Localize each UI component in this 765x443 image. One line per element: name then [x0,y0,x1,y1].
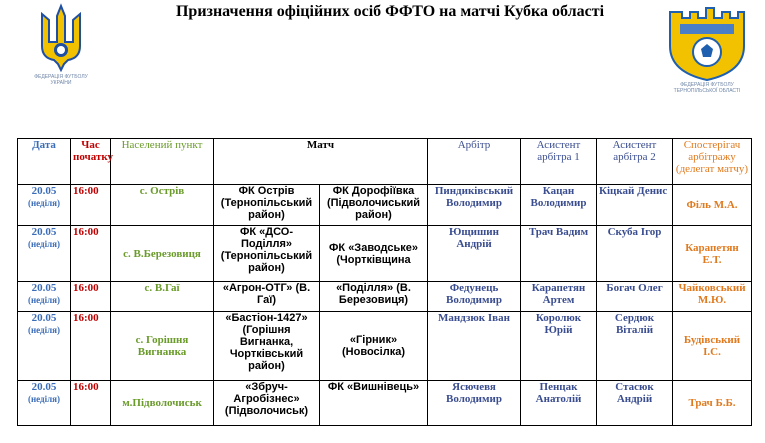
place-cell: с. Горішня Вигнанка [111,312,214,381]
place-cell: с. Острів [111,185,214,226]
referee-cell: Федунець Володимир [428,282,521,312]
header-match: Матч [214,139,428,185]
away-team-cell: «Поділля» (В. Березовиця) [320,282,428,312]
away-team-cell: ФК Дорофіївка (Підволочиський район) [320,185,428,226]
header-date: Дата [18,139,71,185]
time-cell: 16:00 [71,381,111,426]
time-cell: 16:00 [71,282,111,312]
assistant2-cell: Скуба Ігор [597,226,673,282]
day-text: (неділя) [27,198,61,208]
assistant1-cell: Карапетян Артем [521,282,597,312]
right-logo-caption: ФЕДЕРАЦІЯ ФУТБОЛУ ТЕРНОПІЛЬСЬКОЇ ОБЛАСТІ [673,82,741,94]
home-team-cell: «Бастіон-1427» (Горішня Вигнанка, Чортківський район) [214,312,320,381]
time-cell: 16:00 [71,312,111,381]
assistant2-cell: Сердюк Віталій [597,312,673,381]
away-team-cell: ФК «Заводське» (Чортківщина [320,226,428,282]
home-team-cell: ФК «ДСО-Поділля» (Тернопільський район) [214,226,320,282]
assistant2-cell: Кіцкай Денис [597,185,673,226]
assistant2-cell: Стасюк Андрій [597,381,673,426]
observer-cell: Чайковський М.Ю. [673,282,752,312]
castle-icon [664,2,750,82]
place-cell: с. В.Гаї [111,282,214,312]
header-referee: Арбітр [428,139,521,185]
referee-cell: Ющишин Андрій [428,226,521,282]
away-team-cell: ФК «Вишнівець» [320,381,428,426]
date-cell [18,282,71,312]
schedule-table [17,138,752,426]
observer-cell: Будівський І.С. [673,312,752,381]
date-text: 20.05 [31,381,57,393]
referee-cell: Пиндиківський Володимир [428,185,521,226]
assistant1-cell: Пенцак Анатолій [521,381,597,426]
time-cell: 16:00 [71,185,111,226]
date-text: 20.05 [31,282,57,294]
day-text: (неділя) [27,325,61,335]
time-cell: 16:00 [71,226,111,282]
header-assistant1: Асистент арбітра 1 [521,139,597,185]
assistant1-cell: Трач Вадим [521,226,597,282]
date-cell [18,185,71,226]
table-header-row [18,139,752,185]
home-team-cell: ФК Острів (Тернопільський район) [214,185,320,226]
table-row [18,282,752,312]
table-row [18,185,752,226]
table-row [18,312,752,381]
date-cell [18,226,71,282]
observer-cell: Філь М.А. [673,185,752,226]
observer-cell: Карапетян Е.Т. [673,226,752,282]
assistant1-cell: Королюк Юрій [521,312,597,381]
place-cell: м.Підволочиськ [111,381,214,426]
header-place: Населений пункт [111,139,214,185]
date-text: 20.05 [31,226,57,238]
left-logo-caption: ФЕДЕРАЦІЯ ФУТБОЛУ УКРАЇНИ [34,74,88,86]
day-text: (неділя) [27,295,61,305]
home-team-cell: «Збруч-Агробізнес» (Підволочиськ) [214,381,320,426]
header-time: Час початку [71,139,111,185]
assistant2-cell: Богач Олег [597,282,673,312]
date-cell [18,381,71,426]
table-row [18,226,752,282]
referee-cell: Мандзюк Іван [428,312,521,381]
referee-cell: Ясючевя Володимир [428,381,521,426]
ffu-trident-logo [28,2,94,92]
ternopil-football-federation-logo [664,2,750,98]
table-row [18,381,752,426]
day-text: (неділя) [27,239,61,249]
observer-cell: Трач Б.Б. [673,381,752,426]
home-team-cell: «Агрон-ОТГ» (В. Гаї) [214,282,320,312]
header-assistant2: Асистент арбітра 2 [597,139,673,185]
date-text: 20.05 [31,185,57,197]
place-cell: с. В.Березовиця [111,226,214,282]
date-text: 20.05 [31,312,57,324]
date-cell [18,312,71,381]
day-text: (неділя) [27,394,61,404]
assistant1-cell: Кацан Володимир [521,185,597,226]
header-observer: Спостерігач арбітражу (делегат матчу) [673,139,752,185]
page-title: Призначення офіційних осіб ФФТО на матчі Кубка області [175,3,605,20]
away-team-cell: «Гірник» (Новосілка) [320,312,428,381]
trident-icon [28,2,94,74]
